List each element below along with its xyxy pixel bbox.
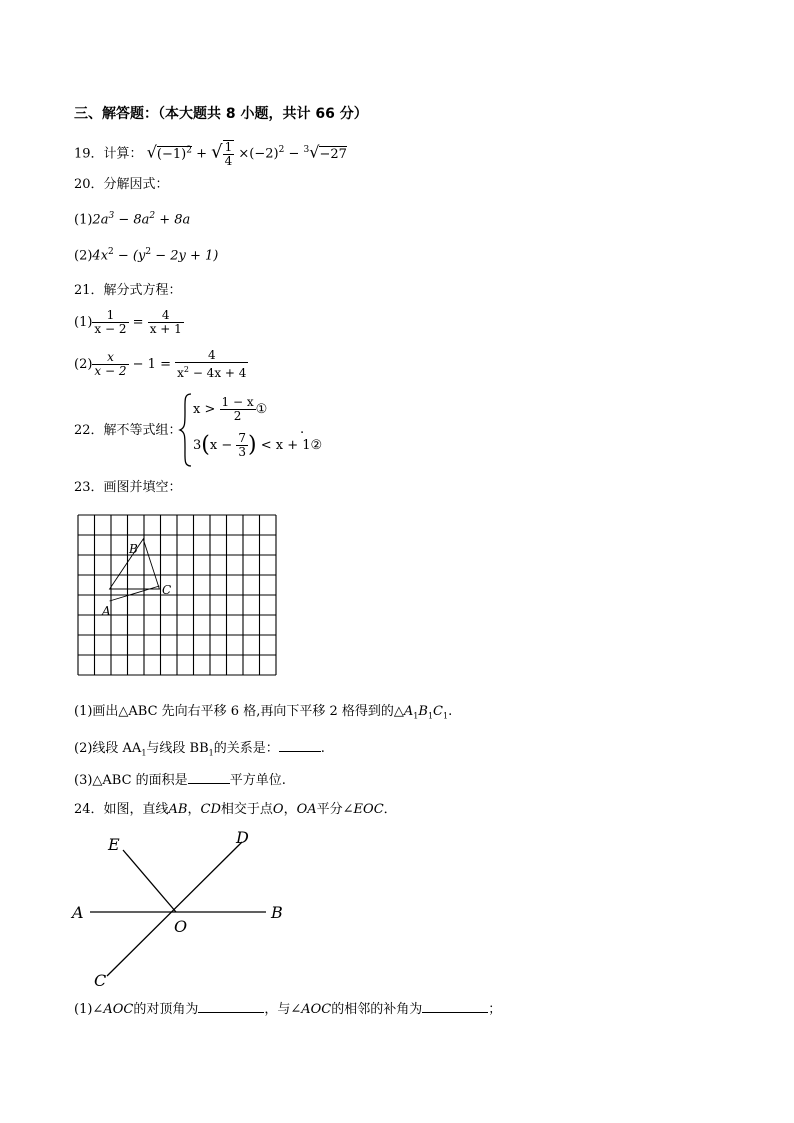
cbrt-sign: √ <box>309 142 320 162</box>
brace-icon <box>178 392 194 468</box>
ray-oe <box>123 850 176 912</box>
answer-blank[interactable] <box>422 1000 488 1013</box>
plus-sign: + <box>196 146 207 162</box>
answer-blank[interactable] <box>279 739 321 752</box>
grid-figure <box>76 514 278 676</box>
lines-figure <box>70 826 300 994</box>
segment-ac <box>110 586 160 601</box>
question-22-label: 22．解不等式组： <box>74 423 182 438</box>
question-19 <box>74 140 347 168</box>
q19-radicand-1: $(-1)^2$ <box>156 145 192 162</box>
minus-sign: − <box>288 146 300 162</box>
q21-part-2: (2) $\frac{x}{x - 2}$ − 1 = $\frac{4}{x^2 - 4x + 4}$ <box>74 348 247 380</box>
sqrt-sign: √ <box>211 141 223 163</box>
question-23-label: 23．画图并填空： <box>74 480 182 495</box>
times-expr: ×(−2) <box>238 146 279 162</box>
question-20-label: 20．分解因式： <box>74 177 169 192</box>
q23-part-2: (2)线段 $AA_1$与线段 $BB_1$的关系是： . <box>74 741 325 758</box>
point-label-b: B <box>271 903 283 922</box>
q20-part-2: $(2)4x^2 - (y^2 - 2y + 1)$ <box>74 247 219 264</box>
q24-part-1: (1)∠AOC的对顶角为 ，与∠AOC的相邻的补角为 ； <box>74 1002 502 1017</box>
q20-part-1: $(1)2a^3 - 8a^2 + 8a$ <box>74 211 191 228</box>
cube-index: 3 <box>303 145 310 156</box>
point-label-c: C <box>94 971 107 990</box>
point-label-b: B <box>129 542 138 556</box>
point-label-c: C <box>162 583 172 597</box>
section-title: 三、解答题：（本大题共 8 小题，共计 66 分） <box>74 106 368 122</box>
q23-part-3: (3)△ABC 的面积是 平方单位. <box>74 773 286 788</box>
point-label-a: A <box>102 604 111 618</box>
q22-line-2: 3(x − $\frac{7}{3}$ ) < x + 1② <box>193 431 323 459</box>
sqrt-sign: √ <box>146 142 157 162</box>
q19-radicand-3: −27 <box>319 146 347 162</box>
q21-part-1: (1) $\frac{1}{x - 2}$ = $\frac{4}{x + 1}$ <box>74 308 182 336</box>
q22-line-1: x > $\frac{1 - x}{2}$ ① <box>193 395 268 423</box>
question-24-label: 24．如图，直线AB，CD相交于点O，OA平分∠EOC． <box>74 802 397 817</box>
point-label-e: E <box>108 835 120 854</box>
q19-label: 19．计算： <box>74 146 143 162</box>
q19-fraction: $\frac{1}{4}$ <box>224 140 233 168</box>
question-21-label: 21．解分式方程： <box>74 283 182 298</box>
answer-blank[interactable] <box>198 1000 264 1013</box>
line-cd <box>107 842 242 976</box>
answer-blank[interactable] <box>188 771 230 784</box>
q22-period: . <box>300 422 305 437</box>
q19-exp-2: 2 <box>278 145 285 156</box>
point-label-o: O <box>174 917 188 936</box>
q23-part-1: (1)画出△ABC 先向右平移 6 格,再向下平移 2 格得到的$\triangle A_1B_1C_1$. <box>74 704 453 721</box>
point-label-a: A <box>72 903 84 922</box>
grid-lines <box>78 515 276 675</box>
point-label-d: D <box>236 828 249 847</box>
